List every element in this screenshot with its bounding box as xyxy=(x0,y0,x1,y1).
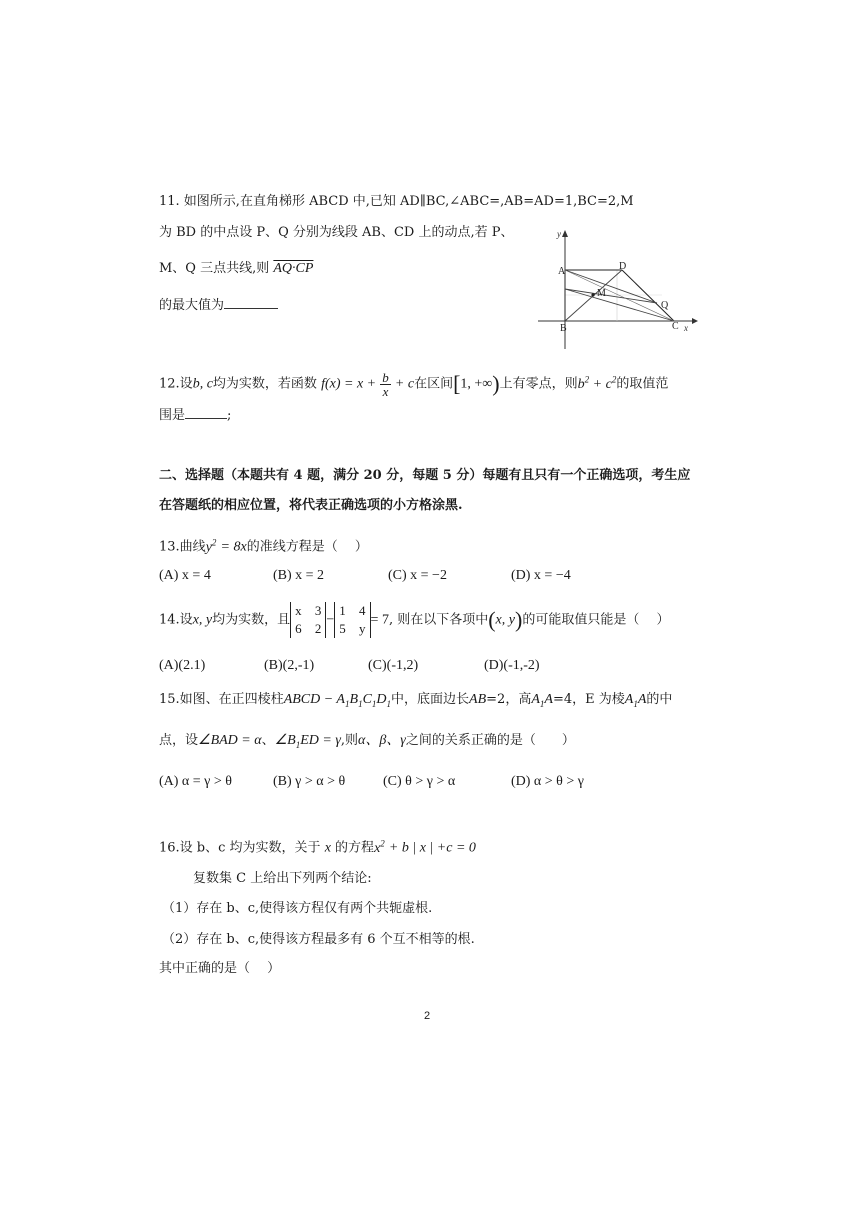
q13-line xyxy=(159,532,368,558)
fig-label-M: M xyxy=(597,288,606,299)
q16-text-b: 的方程 xyxy=(335,840,375,856)
q13-prefix: 13.曲线 xyxy=(159,539,206,555)
q14-determinant-2 xyxy=(334,602,370,638)
q12-fraction xyxy=(380,371,391,398)
q14-minus: − xyxy=(326,612,335,628)
q15-text-a: 15.如图、在正四棱柱 xyxy=(159,692,284,707)
q14-text1: 均为实数，且 xyxy=(212,612,291,628)
q12-paren-right: ) xyxy=(492,371,500,397)
q16-line4: （2）存在 b、c,使得该方程最多有 6 个互不相等的根. xyxy=(162,932,475,947)
q13-option-d: (D) x = −4 xyxy=(511,568,571,583)
q16-x: x xyxy=(324,840,331,856)
q12-plus-c: + c xyxy=(394,376,415,392)
q16-line1 xyxy=(159,833,476,859)
q12-text3: 上有零点，则 xyxy=(499,376,578,392)
q15-option-b: (B) γ > α > θ xyxy=(273,774,346,789)
q11-trapezoid-figure xyxy=(532,225,702,355)
q15-text2-a: 点，设 xyxy=(159,733,199,748)
fig-label-y: y xyxy=(557,229,561,239)
q14-line xyxy=(159,598,669,643)
q15-option-d: (D) α > θ > γ xyxy=(511,774,584,789)
q12-interval: 1, +∞ xyxy=(460,376,493,392)
q11-line2: 为 BD 的中点设 P、Q 分别为线段 AB、CD 上的动点,若 P、 xyxy=(159,225,514,240)
q12-line2-end: ; xyxy=(227,408,232,423)
q13-eq-rhs: = 8x xyxy=(220,539,247,555)
q14-determinant-1 xyxy=(290,602,326,638)
q12-text1: 均为实数，若函数 xyxy=(212,376,317,392)
q14-pair: x, y xyxy=(495,612,515,628)
q12-answer-blank xyxy=(185,404,227,419)
page-number: 2 xyxy=(424,1010,431,1022)
q14-paren-right: ) xyxy=(514,607,523,632)
q12-line1 xyxy=(159,364,668,400)
q12-bracket-left: [ xyxy=(453,371,461,397)
q15-a1a-2: $A_1A$ xyxy=(624,692,647,709)
q12-text2: 在区间 xyxy=(414,376,454,392)
q15-a1a: $A_1A$ xyxy=(531,692,553,709)
q14-paren-left: ( xyxy=(488,607,496,632)
section2-line1: 二、选择题（本题共有 4 题，满分 20 分，每题 5 分）每题有且只有一个正确选项，考生应 xyxy=(159,468,691,483)
q15-text-d: =4，E 为棱 xyxy=(552,692,625,707)
q11-vector-expr: AQ·CP xyxy=(273,261,314,276)
q13-option-b: (B) x = 2 xyxy=(273,568,325,583)
q14-text3: 的可能取值只能是（ ） xyxy=(522,612,670,628)
q13-eq-lhs: $y^2$ xyxy=(205,537,217,555)
q12-fx: f(x) = x + xyxy=(321,376,377,392)
q11-line3-text: M、Q 三点共线,则 xyxy=(159,261,270,276)
q12-line2-text: 围是 xyxy=(159,408,186,423)
q15-text2-c: 之间的关系正确的是（ ） xyxy=(405,733,575,748)
q14-text2: , 则在以下各项中 xyxy=(388,612,489,628)
q16-eq-rest: + b | x | +c = 0 xyxy=(388,840,476,856)
fig-label-A: A xyxy=(558,266,566,277)
q15-angle2: $\angle B_1ED = \gamma$ xyxy=(274,733,341,750)
q14-det2-row1: 1 4 xyxy=(339,603,366,618)
q15-option-c: (C) θ > γ > α xyxy=(383,774,456,789)
q12-vars: b, c xyxy=(192,376,213,392)
q15-sep: 、 xyxy=(261,733,275,748)
q15-text-c: =2，高 xyxy=(486,692,532,707)
q11-line4-text: 的最大值为 xyxy=(159,298,225,313)
q15-option-a: (A) α = γ > θ xyxy=(159,774,232,789)
q15-line1 xyxy=(159,690,672,714)
q14-prefix: 14.设 xyxy=(159,612,193,628)
q13-suffix: 的准线方程是（ ） xyxy=(246,539,368,555)
q12-frac-den: x xyxy=(382,383,389,399)
q11-line3 xyxy=(159,259,313,279)
q15-text-e: 的中 xyxy=(646,692,673,707)
fig-label-D: D xyxy=(619,261,627,272)
q11-line1: 11. 如图所示,在直角梯形 ABCD 中,已知 AD∥BC,∠ABC=,AB=AD=1,BC=2,M xyxy=(159,194,634,209)
q16-line5: 其中正确的是（ ） xyxy=(159,961,281,976)
q12-prefix: 12.设 xyxy=(159,376,193,392)
q16-line2: 复数集 C 上给出下列两个结论: xyxy=(193,871,372,886)
q15-text-b: 中，底面边长 xyxy=(391,692,470,707)
q15-prism: ABCD − $A_1B_1C_1D_1$ xyxy=(283,692,392,709)
q14-det2-row2: 5 y xyxy=(339,621,366,636)
q14-option-b: (B)(2,-1) xyxy=(264,658,315,673)
q16-eq-lhs: $x^2$ xyxy=(374,838,385,856)
q15-text2-b: ,则 xyxy=(340,733,358,748)
q14-eq: = 7 xyxy=(370,612,389,628)
q12-expr: $b^2 + c^2$ xyxy=(577,374,617,392)
fig-label-B: B xyxy=(560,323,567,334)
q16-text-a: 16.设 b、c 均为实数，关于 xyxy=(159,840,321,856)
q13-option-c: (C) x = −2 xyxy=(388,568,447,583)
q15-greek: α、β、γ xyxy=(357,733,406,748)
q12-frac-num: b xyxy=(382,369,389,385)
q15-ab: AB xyxy=(469,692,487,707)
q11-line4 xyxy=(159,294,278,316)
fig-label-C: C xyxy=(672,321,679,332)
q15-angle1: ∠BAD = α xyxy=(198,733,262,748)
q14-option-d: (D)(-1,-2) xyxy=(484,658,540,673)
section2-line2: 在答题纸的相应位置，将代表正确选项的小方格涂黑. xyxy=(159,498,463,513)
q11-answer-blank xyxy=(224,294,278,309)
q13-option-a: (A) x = 4 xyxy=(159,568,211,583)
q12-text4: 的取值范 xyxy=(616,376,669,392)
q14-det1-row1: x 3 xyxy=(295,603,322,618)
q16-line3: （1）存在 b、c,使得该方程仅有两个共轭虚根. xyxy=(162,901,433,916)
fig-label-Q: Q xyxy=(661,300,669,311)
q14-option-a: (A)(2.1) xyxy=(159,658,206,673)
fig-label-x: x xyxy=(684,323,688,333)
q14-option-c: (C)(-1,2) xyxy=(368,658,419,673)
q12-line2 xyxy=(159,404,231,426)
q14-det1-row2: 6 2 xyxy=(295,621,322,636)
q14-vars: x, y xyxy=(192,612,213,628)
q15-line2 xyxy=(159,731,575,755)
